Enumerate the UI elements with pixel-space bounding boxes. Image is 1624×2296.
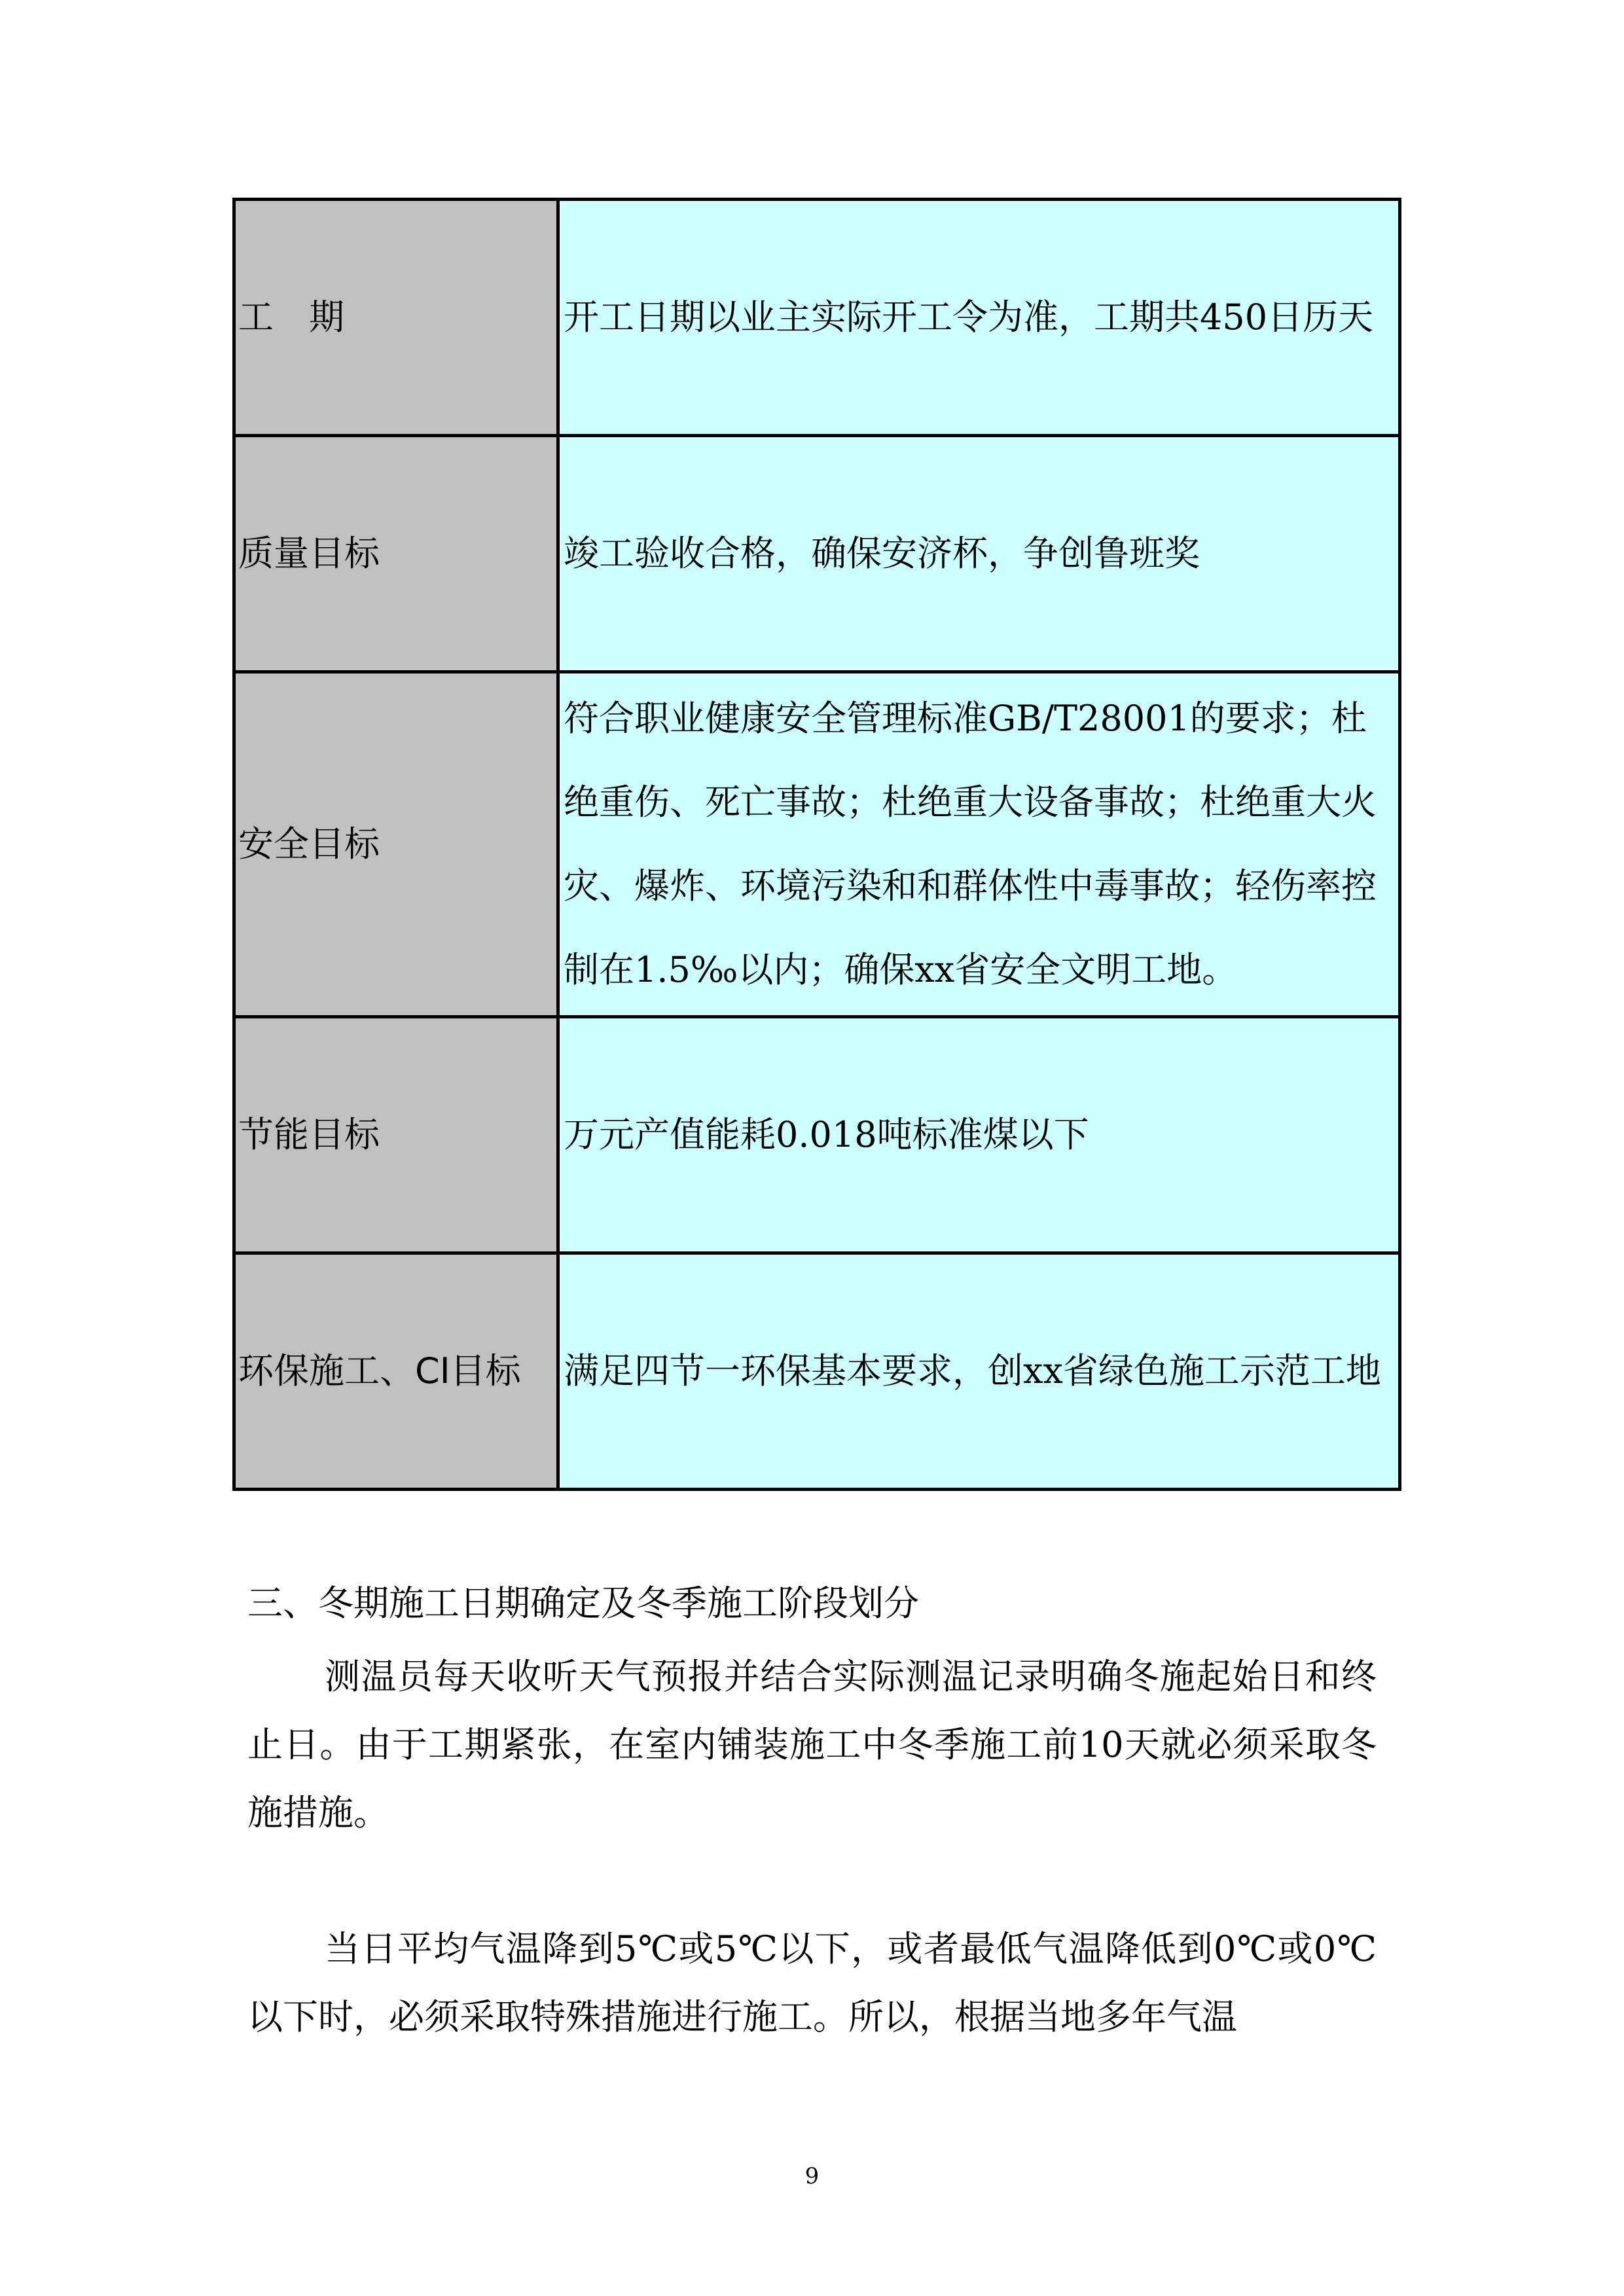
table-row [234, 200, 1400, 436]
row-value: 竣工验收合格，确保安济杯，争创鲁班奖 [564, 533, 1200, 574]
row-label-cell [234, 672, 558, 1017]
row-value-cell [558, 1253, 1400, 1490]
row-label: 质量目标 [238, 533, 380, 574]
row-value-cell [558, 436, 1400, 672]
table-row [234, 672, 1400, 1017]
row-label-cell [234, 436, 558, 672]
row-label: 工 期 [238, 296, 344, 338]
row-value: 符合职业健康安全管理标准GB/T28001的要求；杜绝重伤、死亡事故；杜绝重大设备事故；杜绝重大火灾、爆炸、环境污染和和群体性中毒事故；轻伤率控制在1.5‰以内；确保xx省安全文明工地。 [564, 698, 1377, 990]
body-paragraph: 测温员每天收听天气预报并结合实际测温记录明确冬施起始日和终止日。由于工期紧张，在室内铺装施工中冬季施工前10天就必须采取冬施措施。 [247, 1656, 1377, 1833]
project-goals-table [232, 198, 1401, 1491]
row-value: 满足四节一环保基本要求，创xx省绿色施工示范工地 [564, 1350, 1381, 1391]
row-value-cell [558, 200, 1400, 436]
table-row [234, 1017, 1400, 1253]
row-value: 开工日期以业主实际开工令为准，工期共450日历天 [564, 296, 1374, 338]
row-label: 环保施工、CI目标 [238, 1350, 521, 1391]
table-row [234, 1253, 1400, 1490]
row-label-cell [234, 200, 558, 436]
row-label: 安全目标 [238, 823, 380, 865]
section-heading: 三、冬期施工日期确定及冬季施工阶段划分 [247, 1583, 919, 1624]
table-row [234, 436, 1400, 672]
row-value-cell [558, 1017, 1400, 1253]
row-label-cell [234, 1253, 558, 1490]
row-label-cell [234, 1017, 558, 1253]
row-value: 万元产值能耗0.018吨标准煤以下 [564, 1114, 1089, 1155]
body-paragraph: 当日平均气温降到5℃或5℃以下，或者最低气温降低到0℃或0℃以下时，必须采取特殊措施进行施工。所以，根据当地多年气温 [247, 1928, 1377, 2037]
page-number: 9 [804, 2163, 820, 2189]
row-value-cell [558, 672, 1400, 1017]
row-label: 节能目标 [238, 1114, 380, 1155]
